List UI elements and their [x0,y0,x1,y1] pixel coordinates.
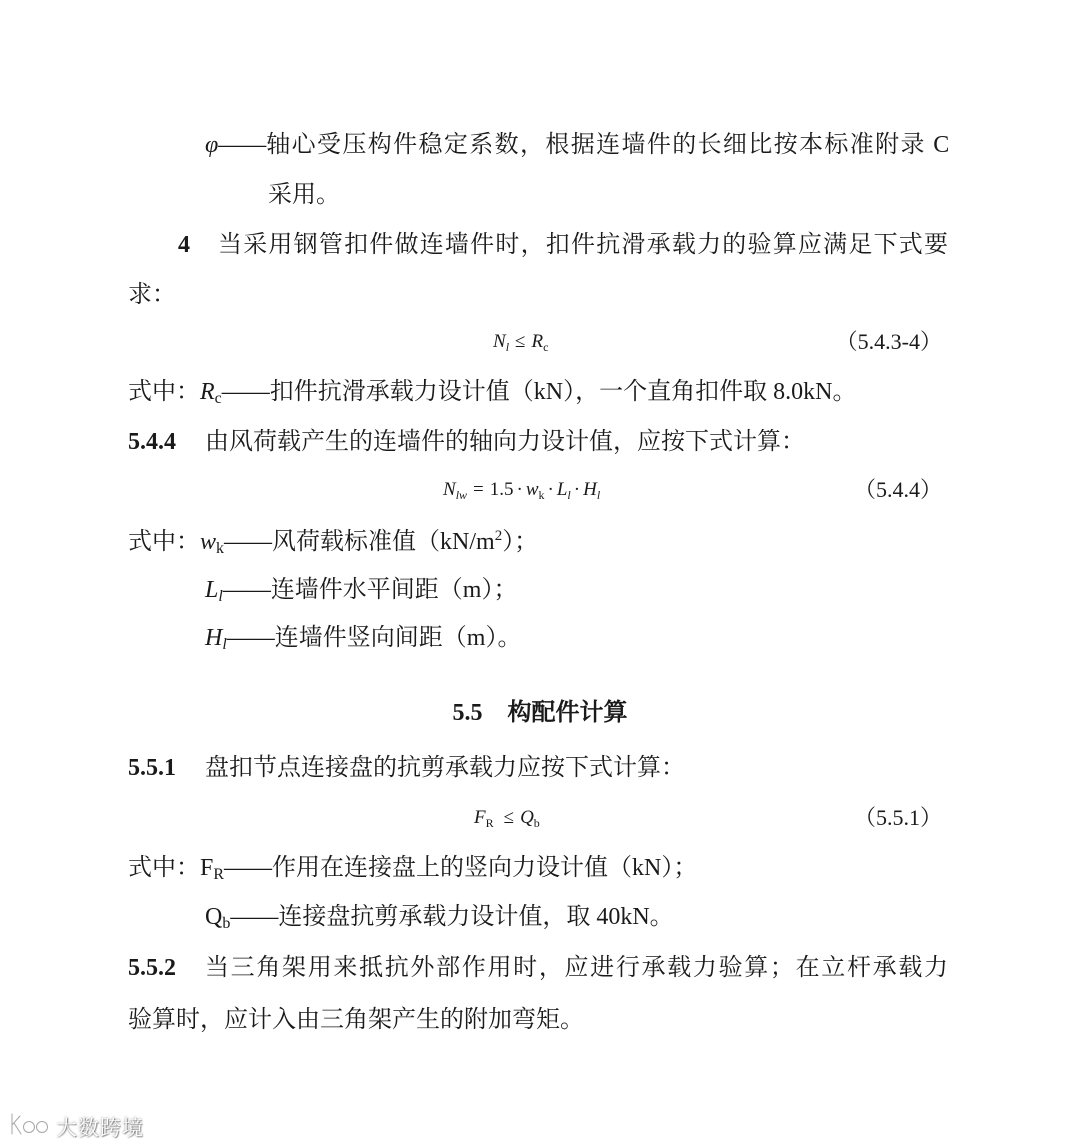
where-fr-text: ——作用在连接盘上的竖向力设计值（kN）； [224,855,698,881]
clause-5-5-2-number: 5.5.2 [128,955,176,981]
phi-definition-text: 轴心受压构件稳定系数，根据连墙件的长细比按本标准附录 C [266,132,950,158]
item-4-number: 4 [178,232,190,258]
formula-var-q: Q [520,807,534,828]
phi-symbol: φ [205,132,219,158]
formula-number-5-4-4: （5.4.4） [853,477,942,502]
watermark-text: 大数跨境 [56,1116,144,1140]
where-ll-text: ——连墙件水平间距（m）； [222,577,518,603]
formula-sub-b: b [533,816,540,830]
watermark [8,1110,144,1144]
formula-sub-l: l [567,488,571,502]
formula-coefficient: 1.5 [489,479,514,500]
formula-var-n: N [443,479,456,500]
formula-var-h: H [583,479,597,500]
where-symbol-f: F [200,855,214,881]
item-4-continuation: 求： [128,282,176,308]
formula-5-4-4 [443,478,600,502]
item-4-text: 当采用钢管扣件做连墙件时，扣件抗滑承载力的验算应满足下式要 [218,232,948,258]
clause-5-5-1-text: 盘扣节点连接盘的抗剪承载力应按下式计算： [205,755,685,781]
formula-leq: ≤ [503,807,515,828]
formula-sub-lw: lw [455,488,468,502]
formula-sub-k: k [538,488,545,502]
where-wk-text: ——风荷载标准值（kN/m [224,529,495,555]
where-symbol-r: R [200,379,215,405]
where-sub-b: b [222,915,231,932]
where-qb-line [205,902,674,932]
where-sub-l: l [218,588,223,605]
formula-var-f: F [474,807,486,828]
formula-sub-c: c [543,340,549,354]
where-fr-line [128,853,697,883]
item-4-line [178,230,948,260]
formula-5-4-3-4 [493,330,548,354]
where-symbol-w: w [200,529,217,555]
clause-5-5-2-continuation: 验算时，应计入由三角架产生的附加弯矩。 [128,1007,584,1033]
where-wk-superscript: 2 [494,528,503,544]
where-prefix: 式中： [128,379,200,405]
formula-number-5-5-1: （5.5.1） [853,805,942,830]
formula-var-r: R [531,331,544,352]
where-symbol-l: L [205,577,219,603]
where-prefix: 式中： [128,529,200,555]
where-wk-text-end: ）； [502,529,539,555]
section-number: 5.5 [452,700,483,726]
formula-dot: · [516,479,523,500]
where-ll-line [205,575,517,605]
section-heading-5-5 [0,698,1080,728]
where-hl-text: ——连墙件竖向间距（m）。 [226,625,522,651]
phi-definition-line [205,130,949,160]
where-sub-c: c [214,390,222,407]
where-symbol-q: Q [205,904,223,930]
formula-sub-l: l [505,340,510,354]
formula-leq: ≤ [515,331,526,352]
where-hl-line [205,623,521,653]
formula-var-w: w [525,479,539,500]
formula-var-l: L [556,479,568,500]
watermark-logo-icon [8,1110,50,1145]
where-wk-line [128,527,538,557]
where-prefix: 式中： [128,855,200,881]
clause-5-5-2 [128,953,948,983]
clause-5-4-4 [128,427,805,457]
formula-sub-r: R [485,816,494,830]
formula-number-5-4-3-4: （5.4.3-4） [835,329,942,354]
phi-definition-continuation: 采用。 [268,182,340,208]
where-sub-k: k [216,540,225,557]
formula-sub-l: l [596,488,601,502]
formula-dot: · [547,479,554,500]
clause-5-5-1 [128,753,685,783]
where-rc-text: ——扣件抗滑承载力设计值（kN），一个直角扣件取 8.0kN。 [221,379,857,405]
where-qb-text: ——连接盘抗剪承载力设计值，取 40kN。 [230,904,674,930]
formula-var-n: N [493,331,506,352]
clause-5-4-4-text: 由风荷载产生的连墙件的轴向力设计值，应按下式计算： [205,429,805,455]
formula-dot: · [573,479,581,500]
where-symbol-h: H [205,625,223,651]
clause-5-4-4-number: 5.4.4 [128,429,176,455]
formula-equals: = [473,479,484,500]
clause-5-5-2-text: 当三角架用来抵抗外部作用时，应进行承载力验算；在立杆承载力 [205,955,948,981]
clause-5-5-1-number: 5.5.1 [128,755,176,781]
phi-dash: —— [218,132,267,158]
where-sub-r: R [213,866,225,883]
where-rc-line [128,377,856,407]
formula-5-5-1 [474,806,540,830]
section-title: 构配件计算 [507,700,628,726]
where-sub-l: l [222,636,227,653]
